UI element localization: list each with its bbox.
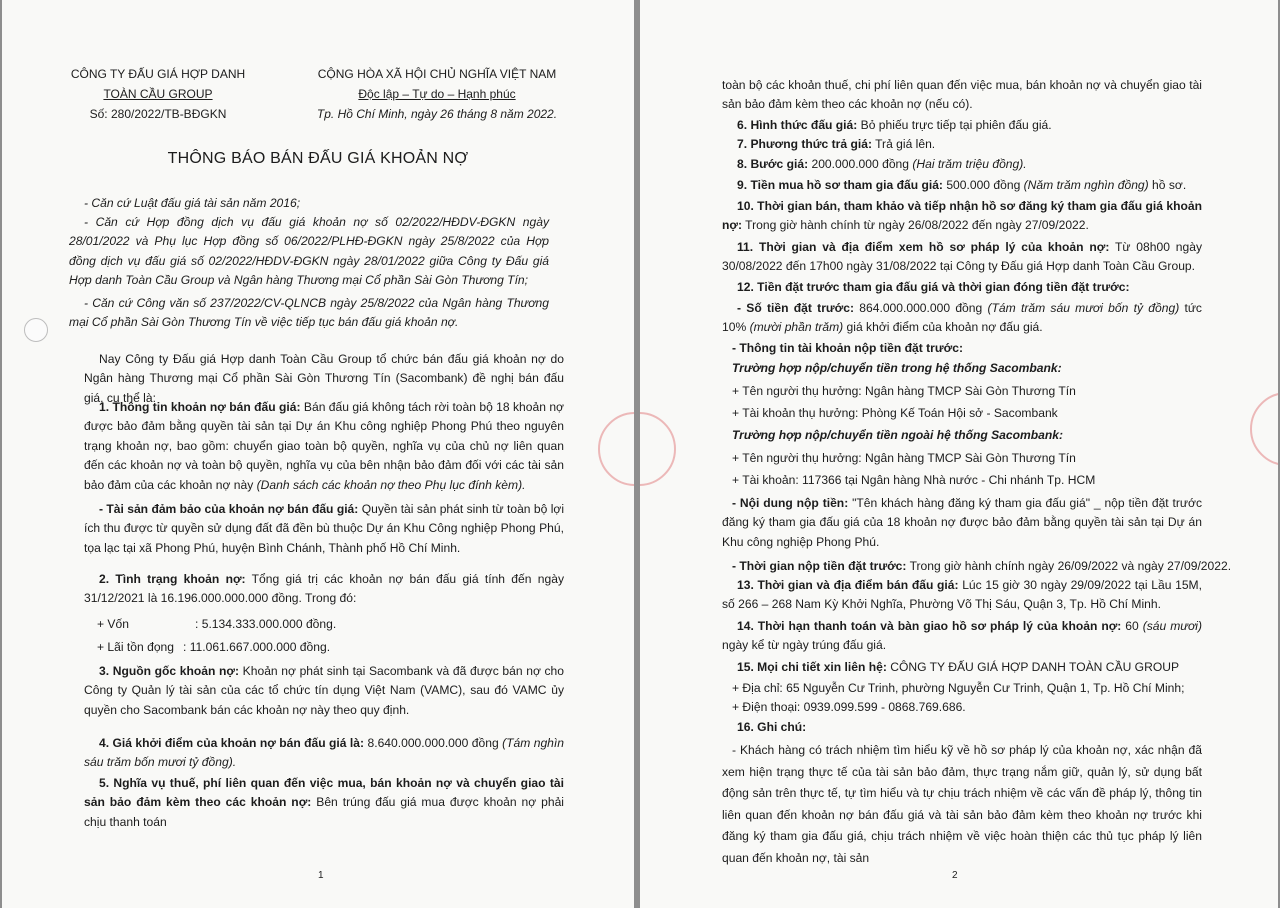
section-7 xyxy=(737,135,935,154)
section-12-label: 12. Tiền đặt trước tham gia đấu giá và thời gian đóng tiền đặt trước: xyxy=(737,280,1130,294)
company-subname: TOÀN CẦU GROUP xyxy=(103,87,213,101)
section-11-text: Từ 08h00 ngày 30/08/2022 đến 17h00 ngày 31/08/2022 tại Công ty Đấu giá Hợp danh Toàn Cầu Group. xyxy=(722,240,1202,274)
section-11-label: 11. Thời gian và địa điểm xem hồ sơ pháp lý của khoản nợ: xyxy=(737,240,1110,254)
legal-basis-2: - Căn cứ Hợp đồng dịch vụ đấu giá khoản nợ số 02/2022/HĐDV-ĐGKN ngày 28/01/2022 và Phụ lục Hợp đồng số 06/2022/PLHĐ-ĐGKN ngày 25/8/2022 của Hợp đồng dịch vụ đấu giá số 02/2022/HĐDV-ĐGKN ngày 28/01/2022 giữa Công ty Đấu giá Hợp danh Toàn Cầu Group và Ngân hàng Thương mại Cổ phần Sài Gòn Thương Tín; xyxy=(69,215,549,288)
interest-value: : 11.061.667.000.000 đồng. xyxy=(183,640,331,654)
section-14-note: (sáu mươi) xyxy=(1142,619,1202,633)
section-16-label: 16. Ghi chú: xyxy=(737,720,807,734)
collateral-paragraph xyxy=(84,500,564,558)
account-info-label: - Thông tin tài khoản nộp tiền đặt trước: xyxy=(732,341,963,355)
section-4 xyxy=(84,734,564,773)
intro-paragraph: Nay Công ty Đấu giá Hợp danh Toàn Cầu Group tổ chức bán đấu giá khoản nợ do Ngân hàng Thương mại Cổ phần Sài Gòn Thương Tín (Sacombank) đề nghị bán đấu giá, cụ thể là: xyxy=(84,352,564,405)
collateral-label: - Tài sản đảm bảo của khoản nợ bán đấu giá: xyxy=(99,502,359,516)
deposit-paragraph xyxy=(722,299,1202,338)
deposit-end: giá khởi điểm của khoản nợ đấu giá. xyxy=(843,320,1043,335)
section-15-text: CÔNG TY ĐẤU GIÁ HỢP DANH TOÀN CẦU GROUP xyxy=(886,660,1180,674)
section-12 xyxy=(737,278,1130,297)
section-14-label: 14. Thời hạn thanh toán và bàn giao hồ sơ pháp lý của khoản nợ: xyxy=(737,619,1122,633)
section-2-label: 2. Tình trạng khoản nợ: xyxy=(99,572,246,586)
section-1 xyxy=(84,398,564,495)
section-8-label: 8. Bước giá: xyxy=(737,157,809,171)
section-1-text: Bán đấu giá không tách rời toàn bộ 18 khoản nợ được bảo đảm bằng quyền tài sản tại Dự án Khu công nghiệp Phong Phú theo nguyên trạng khoản nợ, bao gồm: chuyển giao toàn bộ quyền, nghĩa vụ của chủ nợ liên quan đến các khoản nợ và toàn bộ quyền, nghĩa vụ của bên nhận bảo đảm đối với các tài sản bảo đảm của các khoản nợ này xyxy=(84,400,564,492)
legal-basis-3: - Căn cứ Công văn số 237/2022/CV-QLNCB ngày 25/8/2022 của Ngân hàng Thương mại Cổ phần Sài Gòn Thương Tín về việc tiếp tục bán đấu giá khoản nợ. xyxy=(69,296,549,330)
out-beneficiary: + Tên người thụ hưởng: Ngân hàng TMCP Sài Gòn Thương Tín xyxy=(732,451,1076,465)
payment-content xyxy=(722,494,1202,552)
section-8-note: (Hai trăm triệu đồng). xyxy=(912,157,1027,171)
section-3-label: 3. Nguồn gốc khoản nợ: xyxy=(99,664,240,678)
section-13-label: 13. Thời gian và địa điểm bán đấu giá: xyxy=(737,578,959,592)
punch-hole xyxy=(24,318,48,342)
deposit-note-2: (mười phần trăm) xyxy=(749,320,844,335)
section-14-text: 60 xyxy=(1121,619,1143,633)
note-paragraph: - Khách hàng có trách nhiệm tìm hiểu kỹ về hồ sơ pháp lý của khoản nợ, xác nhận đã xem hiện trạng thực tế của tài sản bảo đảm, thực trạng nắm giữ, quản lý, sử dụng bất động sản trên thực tế, tự tìm hiểu và tự chịu trách nhiệm về các vấn đề pháp lý, thông tin liên quan đến khoản nợ bán đấu giá và tài sản bảo đảm kèm theo khoản nợ trước khi đăng ký tham gia đấu giá, chịu trách nhiệm về việc hoàn thiện các thủ tục pháp lý liên quan đến khoản nợ, tài sản xyxy=(722,743,1202,865)
cont-paragraph: toàn bộ các khoản thuế, chi phí liên quan đến việc mua, bán khoản nợ và chuyển giao tài sản bảo đảm kèm theo các khoản nợ (nếu có). xyxy=(722,78,1202,112)
red-stamp-seal xyxy=(640,412,676,486)
page-number: 1 xyxy=(318,870,324,881)
section-5-text: Bên trúng đấu giá mua được khoản nợ phải chịu thanh toán xyxy=(84,795,564,829)
section-5-label: 5. Nghĩa vụ thuế, phí liên quan đến việc mua, bán khoản nợ và chuyển giao tài sản bảo đảm kèm theo các khoản nợ: xyxy=(84,776,564,810)
in-beneficiary: + Tên người thụ hưởng: Ngân hàng TMCP Sài Gòn Thương Tín xyxy=(732,384,1076,398)
section-15 xyxy=(737,658,1179,677)
contact-address: + Địa chỉ: 65 Nguyễn Cư Trinh, phường Nguyễn Cư Trinh, Quận 1, Tp. Hồ Chí Minh; xyxy=(732,681,1185,695)
place-date: Tp. Hồ Chí Minh, ngày 26 tháng 8 năm 2022. xyxy=(316,107,558,121)
contact-phone: + Điện thoại: 0939.099.599 - 0868.769.686. xyxy=(732,700,966,714)
section-1-label: 1. Thông tin khoản nợ bán đấu giá: xyxy=(99,400,301,414)
section-4-label: 4. Giá khởi điểm của khoản nợ bán đấu giá là: xyxy=(99,736,365,750)
document-page-1 xyxy=(2,0,634,908)
section-9-note: (Năm trăm nghìn đồng) xyxy=(1023,178,1149,192)
section-6-label: 6. Hình thức đấu giá: xyxy=(737,118,858,132)
section-4-text: 8.640.000.000.000 đồng xyxy=(364,736,503,750)
in-account: + Tài khoản thụ hưởng: Phòng Kế Toán Hội sở - Sacombank xyxy=(732,406,1058,420)
section-9 xyxy=(737,176,1186,195)
section-15-label: 15. Mọi chi tiết xin liên hệ: xyxy=(737,660,887,674)
collateral-text: Quyền tài sản phát sinh từ toàn bộ lợi ích thu được từ quyền sử dụng đất đã đền bù thuộc Dự án Khu Công nghiệp Phong Phú, tọa lạc tại xã Phong Phú, huyện Bình Chánh, Thành phố Hồ Chí Minh. xyxy=(84,502,565,555)
nation-motto: Độc lập – Tự do – Hạnh phúc xyxy=(358,87,516,101)
section-6 xyxy=(737,116,1052,135)
section-7-label: 7. Phương thức trả giá: xyxy=(737,137,872,151)
section-10 xyxy=(722,197,1202,236)
nation-header xyxy=(292,64,582,124)
section-1-note: (Danh sách các khoản nợ theo Phụ lục đính kèm). xyxy=(256,477,526,492)
section-10-text: Trong giờ hành chính từ ngày 26/08/2022 đến ngày 27/09/2022. xyxy=(742,218,1089,233)
section-11 xyxy=(722,238,1202,277)
section-5 xyxy=(84,774,564,832)
principal-row xyxy=(97,615,336,634)
red-stamp-seal xyxy=(1250,392,1278,466)
case-in-system: Trường hợp nộp/chuyển tiền trong hệ thống Sacombank: xyxy=(732,361,1062,375)
out-account: + Tài khoản: 117366 tại Ngân hàng Nhà nước - Chi nhánh Tp. HCM xyxy=(732,473,1096,487)
interest-label: + Lãi tồn đọng xyxy=(97,640,174,654)
section-10-label: 10. Thời gian bán, tham khảo và tiếp nhận hồ sơ đăng ký tham gia đấu giá khoản nợ: xyxy=(722,199,1202,233)
deposit-deadline xyxy=(732,557,1231,576)
company-header xyxy=(58,64,258,124)
deposit-deadline-text: Trong giờ hành chính ngày 26/09/2022 và ngày 27/09/2022. xyxy=(906,559,1232,573)
nation-title: CỘNG HÒA XÃ HỘI CHỦ NGHĨA VIỆT NAM xyxy=(317,67,557,81)
case-out-system: Trường hợp nộp/chuyển tiền ngoài hệ thống Sacombank: xyxy=(732,428,1064,442)
section-7-text: Trả giá lên. xyxy=(871,137,936,151)
section-8-text: 200.000.000 đồng xyxy=(808,157,913,171)
deposit-label: - Số tiền đặt trước: xyxy=(737,301,855,315)
red-stamp-seal xyxy=(598,412,634,486)
section-13-text: Lúc 15 giờ 30 ngày 29/09/2022 tại Lầu 15M, số 266 – 268 Nam Kỳ Khởi Nghĩa, Phường Võ Thị Sáu, Quận 3, Tp. Hồ Chí Minh. xyxy=(722,578,1202,612)
company-name: CÔNG TY ĐẤU GIÁ HỢP DANH xyxy=(70,67,246,81)
document-page-2 xyxy=(640,0,1278,908)
document-title: THÔNG BÁO BÁN ĐẤU GIÁ KHOẢN NỢ xyxy=(167,150,469,167)
section-9-end: hồ sơ. xyxy=(1148,178,1187,192)
section-8 xyxy=(737,155,1027,174)
section-9-label: 9. Tiền mua hồ sơ tham gia đấu giá: xyxy=(737,178,943,192)
section-13 xyxy=(722,576,1202,615)
section-6-text: Bỏ phiếu trực tiếp tại phiên đấu giá. xyxy=(857,118,1052,132)
section-9-text: 500.000 đồng xyxy=(942,178,1024,192)
principal-label: + Vốn xyxy=(97,617,129,631)
deposit-note: (Tám trăm sáu mươi bốn tỷ đồng) xyxy=(987,301,1180,315)
section-3-text: Khoản nợ phát sinh tại Sacombank và đã được bán nợ cho Công ty Quản lý tài sản của các tổ chức tín dụng Việt Nam (VAMC), sau đó VAMC ủy quyền cho Sacombank bán các khoản nợ này theo quy định. xyxy=(84,664,565,717)
section-2 xyxy=(84,570,564,609)
section-4-note: (Tám nghìn sáu trăm bốn mươi tỷ đồng). xyxy=(84,736,564,770)
section-14-end: ngày kể từ ngày trúng đấu giá. xyxy=(722,638,887,653)
section-2-text: Tổng giá trị các khoản nợ bán đấu giá tính đến ngày 31/12/2021 là 16.196.000.000.000 đồng. Trong đó: xyxy=(84,572,564,606)
payment-content-text: "Tên khách hàng đăng ký tham gia đấu giá" _ nộp tiền đặt trước đăng ký tham gia đấu giá của 18 khoản nợ được bảo đảm bằng quyền tài sản tại Dự án Khu công nghiệp Phong Phú. xyxy=(722,496,1202,549)
principal-value: : 5.134.333.000.000 đồng. xyxy=(195,617,337,631)
deposit-text: 864.000.000.000 đồng xyxy=(854,301,988,315)
section-14 xyxy=(722,617,1202,656)
interest-row xyxy=(97,638,330,657)
deposit-text-2: tức 10% xyxy=(722,301,1202,335)
page-number: 2 xyxy=(952,870,958,881)
section-3 xyxy=(84,662,564,720)
document-number: Số: 280/2022/TB-BĐGKN xyxy=(89,107,227,121)
payment-content-label: - Nội dung nộp tiền: xyxy=(732,496,849,510)
legal-basis-1: - Căn cứ Luật đấu giá tài sản năm 2016; xyxy=(84,196,301,210)
deposit-deadline-label: - Thời gian nộp tiền đặt trước: xyxy=(732,559,907,573)
